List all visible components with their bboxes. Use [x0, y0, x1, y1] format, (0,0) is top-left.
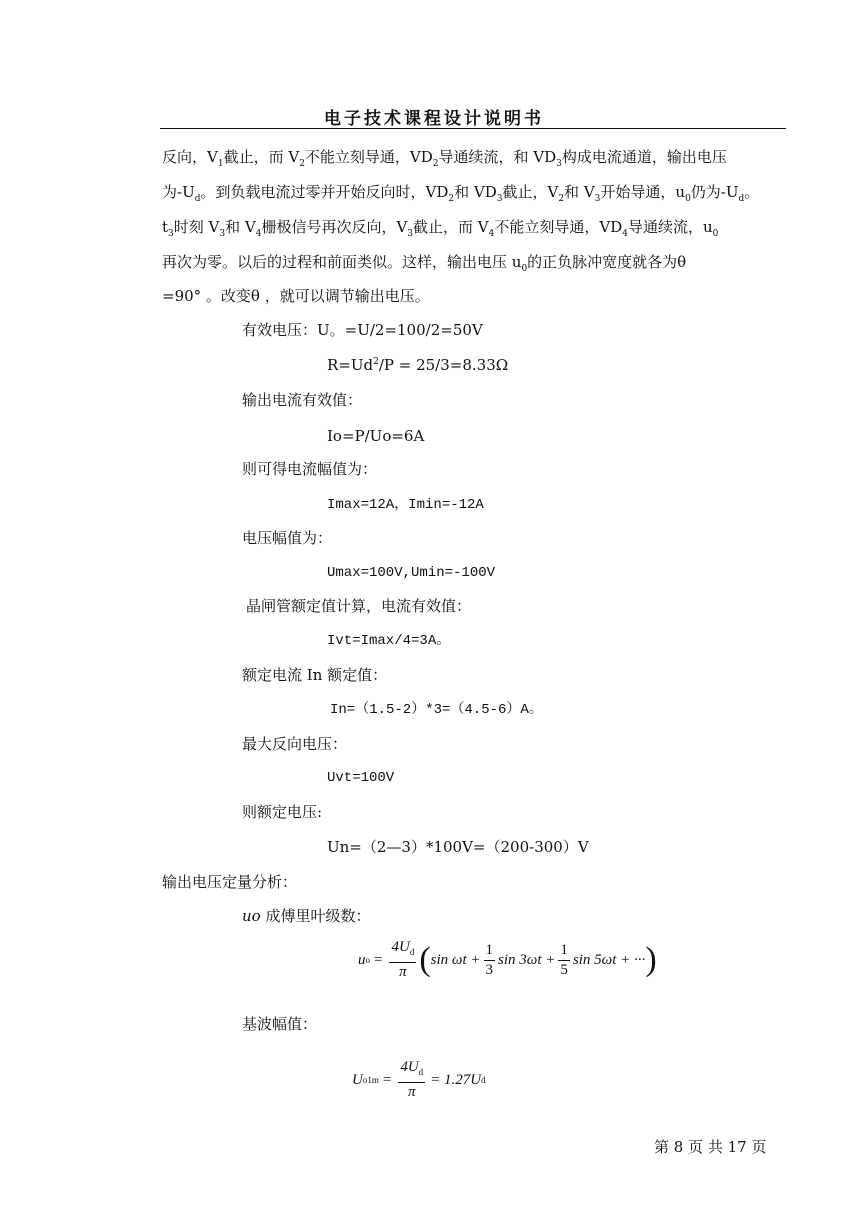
rated-voltage-value: Un=（2—3）*100V=（200-300）V — [327, 838, 589, 856]
max-reverse-voltage-label: 最大反向电压： — [242, 735, 348, 753]
analysis-heading: 输出电压定量分析： — [162, 873, 298, 891]
paragraph-line-1: 反向，$V_1$截止，而 $V_2$不能立刻导通，$VD_2$导通续流，和 $VD_3$构成电流通道，输出电压 — [162, 148, 727, 169]
paragraph-line-2: 为$-U_d$。到负载电流过零并开始反向时，$VD_2$和 $VD_3$截止，$V_2$和 $V_3$开始导通，$u_0$仍为$-U_d$。 — [162, 183, 760, 204]
paragraph-line-4: 再次为零。以后的过程和前面类似。这样，输出电压 $u_0$的正负脉冲宽度就各为θ — [162, 253, 687, 274]
thyristor-current-value: Ivt=Imax/4=3A。 — [327, 633, 451, 649]
rated-current-label: 额定电流 In 额定值： — [242, 666, 388, 684]
thyristor-rating-label: 晶闸管额定值计算，电流有效值： — [246, 597, 472, 615]
output-current-label: 输出电流有效值： — [242, 391, 363, 409]
page-header-title: 电子技术课程设计说明书 — [324, 109, 544, 129]
header-rule — [160, 128, 786, 129]
current-amplitude-label: 则可得电流幅值为： — [242, 460, 378, 478]
page-number-footer: 第 8 页 共 17 页 — [654, 1138, 767, 1156]
fourier-label: uo 成傅里叶级数： — [242, 907, 371, 925]
fundamental-equation: U o1m = $\frac{4U_d}{\pi}$ = 1.27U d — [352, 1059, 486, 1100]
voltage-amplitude-value: Umax=100V,Umin=-100V — [327, 565, 496, 581]
effective-voltage: 有效电压：U。=U/2=100/2=50V — [242, 321, 483, 339]
paragraph-line-3: $t_3$时刻 $V_3$和 $V_4$栅极信号再次反向，$V_3$截止，而 $V_4$不能立刻导通，$VD_4$导通续流，$u_0$ — [162, 218, 719, 239]
output-current-value: Io=P/Uo=6A — [327, 427, 425, 445]
rated-voltage-label: 则额定电压: — [242, 803, 323, 821]
fourier-equation: u o = $\frac{4U_d}{\pi}$ ( sin ωt + $\frac{1}{3}$ sin 3ωt + $\frac{1}{5}$ sin 5ωt + ··· ) — [358, 939, 657, 980]
voltage-amplitude-label: 电压幅值为： — [242, 529, 333, 547]
resistance-calc: $R=Ud^2/P = 25/3=8.33\Omega$ — [327, 356, 509, 374]
fundamental-label: 基波幅值： — [242, 1015, 318, 1033]
max-reverse-voltage-value: Uvt=100V — [327, 770, 395, 786]
current-amplitude-value: Imax=12A，Imin=-12A — [327, 497, 484, 513]
rated-current-value: In=（1.5-2）*3=（4.5-6）A。 — [330, 702, 543, 718]
paragraph-line-5: =90° 。改变θ ，就可以调节输出电压。 — [162, 287, 430, 305]
